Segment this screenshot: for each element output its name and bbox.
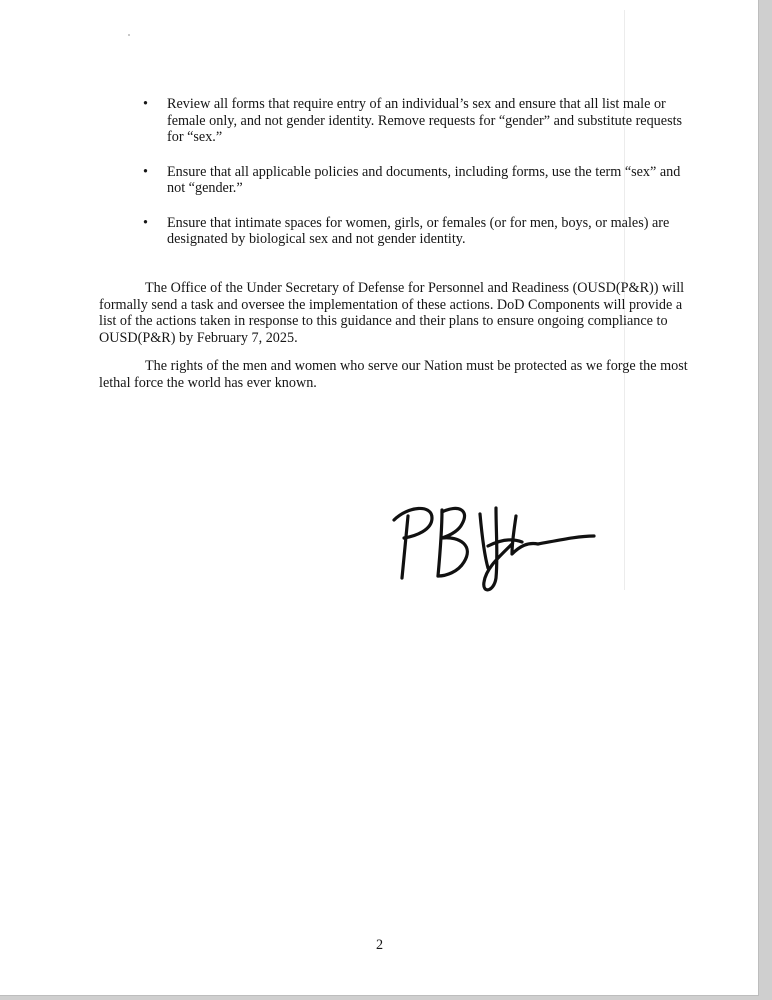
body-paragraph-closing: The rights of the men and women who serve our Nation must be protected as we forge the most lethal force the world has ever known. (99, 358, 688, 391)
signature-stroke (438, 510, 442, 576)
bullet-marker: • (143, 96, 148, 112)
page-number: 2 (375, 937, 384, 953)
bullet-item (140, 215, 700, 248)
bullet-marker: • (143, 214, 148, 231)
signature-stroke (402, 516, 408, 578)
bullet-marker: • (143, 163, 148, 180)
signature-stroke (512, 516, 594, 554)
body-paragraph-implementation: The Office of the Under Secretary of Defense for Personnel and Readiness (OUSD(P&R)) will formally send a task and oversee the implementation of these actions. DoD Components will provide a list of the actions taken in response to this guidance and their plans to ensure ongoing compliance to OUSD(P&R) by February 7, 2025. (99, 280, 685, 346)
bullet-text: Ensure that intimate spaces for women, girls, or females (or for men, boys, or males) are designated by biological sex and not gender identity. (167, 214, 670, 247)
bullet-text: Ensure that all applicable policies and documents, including forms, use the term “sex” and not “gender.” (167, 163, 681, 196)
signature-stroke (394, 508, 432, 538)
signature-stroke (484, 508, 512, 590)
bullet-item (140, 164, 700, 197)
signature (388, 496, 600, 598)
signature-stroke (488, 540, 522, 546)
bullet-list (140, 96, 700, 266)
bullet-item (140, 96, 700, 146)
signature-stroke (480, 514, 488, 568)
scan-speck (128, 34, 130, 36)
bullet-text: Review all forms that require entry of an individual’s sex and ensure that all list male or female only, and not gender identity. Remove requests for “gender” and substitute requests for “sex.” (167, 96, 683, 145)
